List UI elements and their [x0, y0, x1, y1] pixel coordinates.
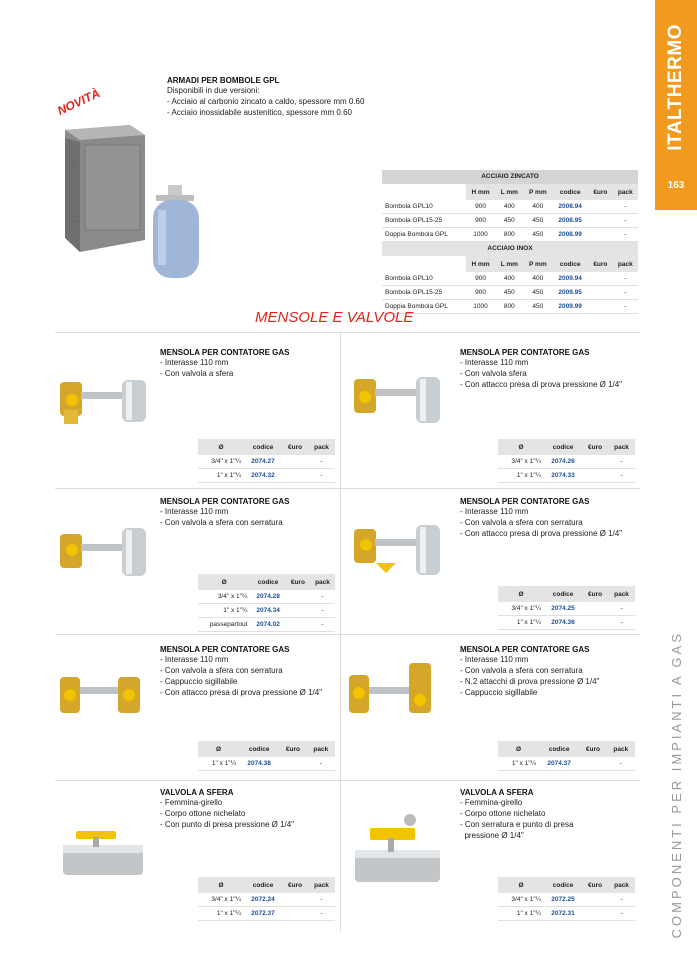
- novita-badge: NOVITÀ: [55, 86, 103, 118]
- code-cell: 2074.26: [544, 455, 582, 469]
- table-row: Bombola GPL10 900 400 400 2009.94 -: [382, 272, 638, 286]
- col-header: H mm: [466, 256, 495, 272]
- gas-meter-bracket-image: [56, 370, 156, 440]
- code-cell: 2074.28: [250, 590, 285, 604]
- side-section-title: COMPONENTI PER IMPIANTI A GAS: [668, 631, 684, 939]
- product-feature: - Corpo ottone nichelato: [160, 809, 246, 818]
- col-header: pack: [608, 586, 635, 602]
- price-table: [498, 877, 635, 921]
- col-header: codice: [552, 184, 588, 200]
- gas-meter-bracket-lock-image: [56, 520, 156, 590]
- price-table-grid: [498, 439, 635, 483]
- product-title: MENSOLA PER CONTATORE GAS: [160, 645, 290, 654]
- product-title: VALVOLA A SFERA: [460, 788, 534, 797]
- pack-cell: -: [308, 907, 335, 921]
- price-table-grid: [498, 877, 635, 921]
- product-feature: - Interasse 110 mm: [160, 358, 229, 367]
- price-table: [198, 877, 335, 921]
- code-cell: 2074.38: [239, 757, 279, 771]
- product-block: [460, 497, 635, 539]
- page-number: 163: [667, 180, 685, 191]
- size-cell: 3/4" x 1"¼: [498, 893, 544, 907]
- gas-meter-bracket-lock-image: [350, 515, 450, 590]
- product-feature: - Con attacco presa di prova pressione Ø 1/4": [160, 688, 323, 697]
- col-header: codice: [544, 877, 582, 893]
- ball-valve-lock-image: [350, 810, 450, 890]
- product-title: MENSOLA PER CONTATORE GAS: [160, 348, 290, 357]
- product-feature: - Con attacco presa di prova pressione Ø 1/4": [460, 380, 623, 389]
- product-title: MENSOLA PER CONTATORE GAS: [160, 497, 290, 506]
- product-feature: - Femmina-girello: [160, 798, 223, 807]
- armadi-description: [167, 76, 467, 118]
- product-feature: - Interasse 110 mm: [460, 507, 529, 516]
- pack-cell: -: [608, 907, 635, 921]
- col-header: Ø: [198, 574, 250, 590]
- armadi-table-zincato: [382, 184, 638, 242]
- col-header: pack: [613, 256, 638, 272]
- gas-cylinder-image: [148, 180, 218, 290]
- armadi-price-table: [382, 170, 638, 314]
- col-header: €uro: [279, 741, 306, 757]
- divider: [55, 488, 640, 489]
- col-header: pack: [308, 877, 335, 893]
- col-header: P mm: [523, 256, 552, 272]
- price-cell: [282, 893, 308, 907]
- product-block: [460, 788, 635, 841]
- code-cell: 2074.25: [544, 602, 582, 616]
- product-title: MENSOLA PER CONTATORE GAS: [460, 497, 590, 506]
- col-header: Ø: [498, 586, 544, 602]
- col-header: €uro: [582, 439, 608, 455]
- pack-cell: -: [608, 616, 635, 630]
- divider: [55, 332, 640, 333]
- pack-cell: -: [608, 455, 635, 469]
- product-feature: - Con valvola a sfera con serratura: [160, 666, 283, 675]
- size-cell: 3/4" x 1"¼: [498, 602, 544, 616]
- col-header: codice: [552, 256, 588, 272]
- size-cell: 3/4" x 1"¼: [198, 455, 244, 469]
- price-cell: [286, 618, 310, 632]
- table-row: [498, 469, 635, 483]
- table-row: Bombola GPL10 900 400 400 2008.94 -: [382, 200, 638, 214]
- col-header: P mm: [523, 184, 552, 200]
- col-header: Ø: [498, 877, 544, 893]
- col-header: Ø: [498, 439, 544, 455]
- pack-cell: -: [608, 893, 635, 907]
- col-header: pack: [608, 877, 635, 893]
- price-cell: [582, 616, 608, 630]
- armadi-title: ARMADI PER BOMBOLE GPL: [167, 76, 280, 85]
- pack-cell: -: [308, 893, 335, 907]
- col-header: pack: [307, 741, 335, 757]
- col-header: €uro: [588, 184, 612, 200]
- col-header: L mm: [495, 256, 523, 272]
- product-title: VALVOLA A SFERA: [160, 788, 234, 797]
- price-table-grid: [498, 741, 635, 771]
- product-feature: - Interasse 110 mm: [460, 655, 529, 664]
- product-feature: - Con valvola a sfera con serratura: [460, 518, 583, 527]
- armadi-line: Disponibili in due versioni:: [167, 86, 260, 95]
- brand-label: ITALTHERMO: [665, 24, 686, 151]
- col-header: €uro: [582, 586, 608, 602]
- size-cell: 1" x 1"¼: [198, 907, 244, 921]
- product-block: [160, 788, 335, 830]
- price-table: [198, 439, 335, 483]
- product-feature: - Interasse 110 mm: [160, 655, 229, 664]
- gas-meter-bracket-sealed-image: [56, 665, 156, 735]
- col-header: Ø: [198, 741, 239, 757]
- product-block: [160, 645, 335, 698]
- table-row: [498, 616, 635, 630]
- product-block: [460, 645, 635, 698]
- code-cell: 2074.37: [539, 757, 579, 771]
- product-feature: - Interasse 110 mm: [460, 358, 529, 367]
- pack-cell: -: [308, 455, 335, 469]
- gas-meter-bracket-sealed-image: [345, 655, 445, 735]
- table-row: [198, 469, 335, 483]
- table-row: Bombola GPL15-25 900 450 450 2009.95 -: [382, 286, 638, 300]
- product-feature: - N.2 attacchi di prova pressione Ø 1/4": [460, 677, 600, 686]
- product-feature: - Corpo ottone nichelato: [460, 809, 546, 818]
- size-cell: 3/4" x 1"¼: [198, 893, 244, 907]
- table-row: [498, 893, 635, 907]
- pack-cell: -: [308, 469, 335, 483]
- product-feature: - Con valvola a sfera con serratura: [160, 518, 283, 527]
- col-header: codice: [544, 439, 582, 455]
- col-header: codice: [544, 586, 582, 602]
- size-cell: 1" x 1"¼: [498, 757, 539, 771]
- table-row: [198, 618, 335, 632]
- product-block: [160, 348, 335, 379]
- code-cell: 2074.32: [244, 469, 282, 483]
- size-cell: 1" x 1"¼: [498, 907, 544, 921]
- table-row: Bombola GPL15-25 900 450 450 2008.95 -: [382, 214, 638, 228]
- col-header: H mm: [466, 184, 495, 200]
- table-row: [498, 602, 635, 616]
- table-row: [198, 757, 335, 771]
- size-cell: 3/4" x 1"¼: [498, 455, 544, 469]
- armadi-table-inox: [382, 256, 638, 314]
- group-header-zincato: ACCIAIO ZINCATO: [382, 170, 638, 184]
- product-feature: pressione Ø 1/4": [460, 831, 524, 840]
- price-table: [498, 586, 635, 630]
- table-row: Doppia Bombola GPL 1000 800 450 2008.99 -: [382, 228, 638, 242]
- pack-cell: -: [310, 604, 335, 618]
- col-header: codice: [539, 741, 579, 757]
- table-row: [198, 590, 335, 604]
- col-header: codice: [244, 877, 282, 893]
- product-feature: - Femmina-girello: [460, 798, 523, 807]
- price-cell: [582, 469, 608, 483]
- product-block: [460, 348, 635, 390]
- ball-valve-image: [58, 825, 158, 885]
- product-title: MENSOLA PER CONTATORE GAS: [460, 348, 590, 357]
- code-cell: 2074.33: [544, 469, 582, 483]
- table-row: [198, 907, 335, 921]
- product-feature: - Con valvola a sfera con serratura: [460, 666, 583, 675]
- col-header: codice: [244, 439, 282, 455]
- col-header: codice: [250, 574, 285, 590]
- armadi-line: - Acciaio al carbonio zincato a caldo, spessore mm 0.60: [167, 97, 365, 106]
- table-row: [198, 604, 335, 618]
- price-cell: [582, 893, 608, 907]
- product-feature: - Con serratura e punto di presa: [460, 820, 574, 829]
- code-cell: 2074.36: [544, 616, 582, 630]
- code-cell: 2072.25: [544, 893, 582, 907]
- pack-cell: -: [608, 469, 635, 483]
- col-header: Ø: [198, 439, 244, 455]
- size-cell: 1" x 1"¼: [198, 757, 239, 771]
- table-row: [498, 757, 635, 771]
- col-header: L mm: [495, 184, 523, 200]
- size-cell: 3/4" x 1"¼: [198, 590, 250, 604]
- product-title: MENSOLA PER CONTATORE GAS: [460, 645, 590, 654]
- price-cell: [286, 604, 310, 618]
- col-header: €uro: [282, 439, 308, 455]
- col-header: codice: [239, 741, 279, 757]
- gas-cabinet-image: [55, 120, 155, 260]
- product-feature: - Con valvola sfera: [460, 369, 527, 378]
- price-cell: [582, 602, 608, 616]
- col-header: pack: [608, 439, 635, 455]
- price-table-grid: [198, 439, 335, 483]
- col-header: pack: [310, 574, 335, 590]
- price-cell: [582, 907, 608, 921]
- gas-meter-bracket-image: [350, 365, 450, 435]
- table-row: [498, 455, 635, 469]
- price-table-grid: [198, 574, 335, 632]
- group-header-inox: ACCIAIO INOX: [382, 242, 638, 256]
- price-cell: [579, 757, 606, 771]
- price-table-grid: [198, 741, 335, 771]
- product-feature: - Con valvola a sfera: [160, 369, 234, 378]
- pack-cell: -: [607, 757, 635, 771]
- code-cell: 2074.02: [250, 618, 285, 632]
- divider: [55, 780, 640, 781]
- price-cell: [279, 757, 306, 771]
- product-feature: - Interasse 110 mm: [160, 507, 229, 516]
- col-header: €uro: [579, 741, 606, 757]
- code-cell: 2074.34: [250, 604, 285, 618]
- size-cell: 1" x 1"¼: [498, 469, 544, 483]
- col-header: Ø: [498, 741, 539, 757]
- col-header: €uro: [286, 574, 310, 590]
- code-cell: 2072.24: [244, 893, 282, 907]
- price-cell: [282, 907, 308, 921]
- section-title: MENSOLE E VALVOLE: [255, 309, 414, 326]
- code-cell: 2072.31: [544, 907, 582, 921]
- col-header: Ø: [198, 877, 244, 893]
- col-header: pack: [308, 439, 335, 455]
- divider: [55, 634, 640, 635]
- armadi-line: - Acciaio inossidabile austenitico, spessore mm 0.60: [167, 108, 352, 117]
- size-cell: 1" x 1"¼: [498, 616, 544, 630]
- price-cell: [286, 590, 310, 604]
- pack-cell: -: [310, 590, 335, 604]
- col-header: €uro: [282, 877, 308, 893]
- price-cell: [282, 469, 308, 483]
- product-feature: - Cappuccio sigillabile: [160, 677, 238, 686]
- product-block: [160, 497, 335, 528]
- pack-cell: -: [307, 757, 335, 771]
- col-header: €uro: [588, 256, 612, 272]
- price-table: [498, 741, 635, 771]
- table-row: [498, 907, 635, 921]
- pack-cell: -: [608, 602, 635, 616]
- product-feature: - Cappuccio sigillabile: [460, 688, 538, 697]
- col-header: €uro: [582, 877, 608, 893]
- price-cell: [282, 455, 308, 469]
- table-row: [198, 455, 335, 469]
- col-header: pack: [613, 184, 638, 200]
- code-cell: 2072.37: [244, 907, 282, 921]
- table-row: Doppia Bombola GPL 1000 800 450 2009.99 -: [382, 300, 638, 314]
- col-header: pack: [607, 741, 635, 757]
- product-feature: - Con attacco presa di prova pressione Ø 1/4": [460, 529, 623, 538]
- price-table-grid: [198, 877, 335, 921]
- price-table: [498, 439, 635, 483]
- table-row: [198, 893, 335, 907]
- price-table: [198, 741, 335, 771]
- price-table: [198, 574, 335, 632]
- size-cell: passepartout: [198, 618, 250, 632]
- price-cell: [582, 455, 608, 469]
- size-cell: 1" x 1"¼: [198, 604, 250, 618]
- divider: [340, 332, 341, 932]
- product-feature: - Con punto di presa pressione Ø 1/4": [160, 820, 295, 829]
- pack-cell: -: [310, 618, 335, 632]
- size-cell: 1" x 1"¼: [198, 469, 244, 483]
- price-table-grid: [498, 586, 635, 630]
- code-cell: 2074.27: [244, 455, 282, 469]
